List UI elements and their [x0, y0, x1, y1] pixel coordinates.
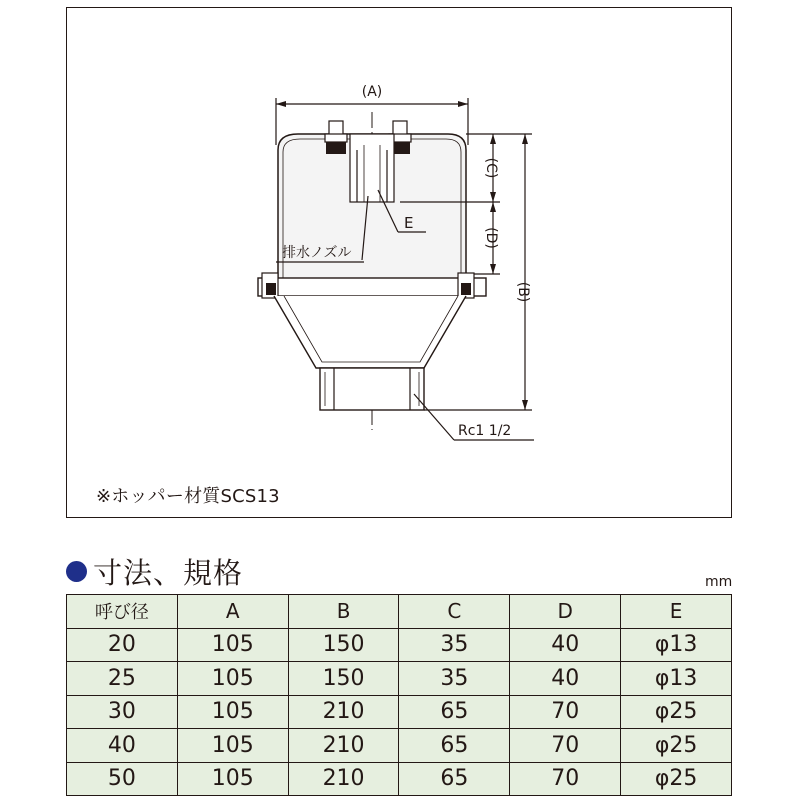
- table-cell: 150: [288, 628, 399, 662]
- table-cell: 105: [177, 762, 288, 796]
- section-heading: [66, 551, 243, 592]
- table-row: [67, 729, 732, 763]
- table-cell: 70: [510, 762, 621, 796]
- table-row: [67, 695, 732, 729]
- section-title: 寸法、規格: [93, 556, 244, 590]
- label-thread: Rc1 1/2: [458, 423, 512, 439]
- table-cell: 105: [177, 729, 288, 763]
- header-d: D: [510, 595, 621, 629]
- dim-a-arrow-right: [458, 101, 468, 107]
- table-row: [67, 628, 732, 662]
- table-cell: 210: [288, 695, 399, 729]
- leader-thread: [414, 394, 454, 440]
- table-cell: 40: [67, 729, 178, 763]
- table-cell: 105: [177, 662, 288, 696]
- table-cell: 35: [399, 628, 510, 662]
- dim-a-label: (A): [361, 84, 383, 100]
- table-cell: 70: [510, 729, 621, 763]
- table-cell: 70: [510, 695, 621, 729]
- table-cell: φ13: [621, 628, 732, 662]
- label-nozzle: 排水ノズル: [282, 245, 352, 261]
- dim-d-label: (D): [483, 227, 499, 249]
- flange: [258, 278, 486, 296]
- header-c: C: [399, 595, 510, 629]
- table-cell: 65: [399, 695, 510, 729]
- header-nominal-size: 呼び径: [67, 595, 178, 629]
- table-cell: 65: [399, 729, 510, 763]
- dim-b-label: (B): [515, 281, 531, 303]
- table-cell: 105: [177, 628, 288, 662]
- header-b: B: [288, 595, 399, 629]
- material-note: ※ホッパー材質SCS13: [96, 486, 280, 507]
- outlet-socket: [320, 368, 424, 410]
- table-cell: 210: [288, 729, 399, 763]
- table-cell: 40: [510, 662, 621, 696]
- table-row: [67, 662, 732, 696]
- spec-table: [66, 594, 732, 796]
- table-cell: 40: [510, 628, 621, 662]
- header-a: A: [177, 595, 288, 629]
- table-cell: 50: [67, 762, 178, 796]
- table-cell: 35: [399, 662, 510, 696]
- table-cell: 65: [399, 762, 510, 796]
- table-cell: 105: [177, 695, 288, 729]
- table-cell: 20: [67, 628, 178, 662]
- table-cell: 210: [288, 762, 399, 796]
- table-cell: 30: [67, 695, 178, 729]
- table-cell: 150: [288, 662, 399, 696]
- table-cell: φ25: [621, 762, 732, 796]
- dim-a-arrow-left: [276, 101, 286, 107]
- table-header-row: [67, 595, 732, 629]
- unit-label: mm: [705, 574, 733, 590]
- table-cell: 25: [67, 662, 178, 696]
- table-row: [67, 762, 732, 796]
- table-cell: φ25: [621, 729, 732, 763]
- table-cell: φ13: [621, 662, 732, 696]
- table-cell: φ25: [621, 695, 732, 729]
- bullet-icon: [66, 561, 87, 582]
- header-e: E: [621, 595, 732, 629]
- label-e: E: [404, 214, 414, 232]
- dim-c-label: (C): [483, 157, 499, 179]
